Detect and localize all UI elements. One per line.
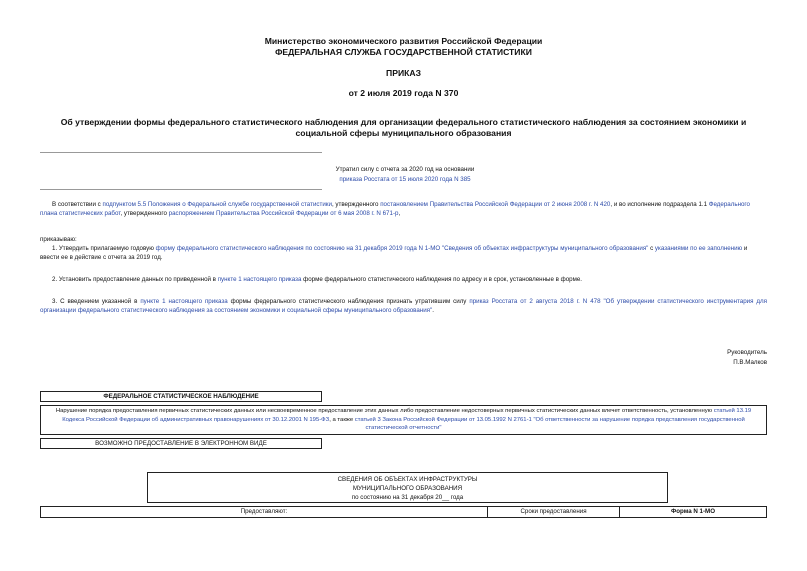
terms-cell xyxy=(487,506,620,518)
link-order-671r[interactable]: распоряжением Правительства Российской Федерации от 6 мая 2008 г. N 671-р xyxy=(168,210,399,217)
note-bottom-rule xyxy=(40,189,322,190)
warning-box xyxy=(40,405,767,435)
doc-type: ПРИКАЗ xyxy=(386,68,421,78)
note-top-rule xyxy=(40,152,322,153)
form-number-cell xyxy=(619,506,767,518)
item-2: 2. Установить предоставление данных по приведенной в пункте 1 настоящего приказа форме федерального статистического наблюдения по адресу и в срок, установленные в форме. xyxy=(52,276,583,283)
terms-label: Сроки предоставления xyxy=(520,508,587,515)
service-name: ФЕДЕРАЛЬНАЯ СЛУЖБА ГОСУДАРСТВЕННОЙ СТАТИСТИКИ xyxy=(275,47,532,57)
form-title-line3: по состоянию на 31 декабря 20__ года xyxy=(351,494,464,501)
link-koap-13-19[interactable]: статьей 13.19 Кодекса Российской Федерации об административных правонарушениях от 30.12.2001 N 195-ФЗ xyxy=(62,408,752,423)
link-form-1mo[interactable]: форму федерального статистического наблюдения по состоянию на 31 декабря 2019 года N 1-МО "Сведения об объектах инфраструктуры муниципального образования" xyxy=(155,245,649,252)
electronic-label: ВОЗМОЖНО ПРЕДОСТАВЛЕНИЕ В ЭЛЕКТРОННОМ ВИДЕ xyxy=(95,440,267,447)
electronic-box xyxy=(40,438,322,449)
warning-text: Нарушение порядка предоставления первичных статистических данных или несвоевременное предоставление этих данных либо предоставление недостоверных первичных статистических данных влечет ответственность, установленную статьей 13.19 Кодекса Российской Федерации об административных правонарушениях от 30.12.2001 N 195-ФЗ, а также статьей 3 Закона Российской Федерации от 13.05.1992 N 2761-1 "Об ответственности за нарушение порядка представления государственной статистической отчетности" xyxy=(55,408,752,431)
doc-title: Об утверждении формы федерального статистического наблюдения для организации федерального статистического наблюдения за состоянием экономики и социальной сферы муниципального образования xyxy=(60,117,747,138)
link-order-478[interactable]: приказ Росстата от 2 августа 2018 г. N 478 "Об утверждении статистического инструментария для организации федерального статистического наблюдения за состоянием экономики и социальной сферы муниципального образования" xyxy=(40,298,767,314)
fsn-label-box xyxy=(40,391,322,402)
note-line: Утратил силу с отчета за 2020 год на основании xyxy=(335,166,475,173)
form-number-label: Форма N 1-МО xyxy=(670,508,716,515)
preamble-paragraph: В соответствии с подпунктом 5.5 Положения о Федеральной службе государственной статистики, утвержденного постановлением Правительства Российской Федерации от 2 июня 2008 г. N 420, и во исполнение подраздела 1.1 Федерального плана статистических работ, утвержденного распоряжением Правительства Российской Федерации от 6 мая 2008 г. N 671-р, xyxy=(40,201,750,217)
link-subclause-5-5[interactable]: подпунктом 5.5 Положения о Федеральной службе государственной статистики xyxy=(102,201,332,208)
signature-name: П.В.Малков xyxy=(733,359,767,366)
signature-role: Руководитель xyxy=(727,349,767,356)
link-federal-plan[interactable]: Федерального плана статистических работ xyxy=(40,201,750,217)
provide-cell xyxy=(40,506,488,518)
form-title-box xyxy=(147,472,668,503)
link-fill-instructions[interactable]: указаниями по ее заполнению xyxy=(654,245,743,252)
link-decree-420[interactable]: постановлением Правительства Российской Федерации от 2 июня 2008 г. N 420 xyxy=(380,201,611,208)
form-title-line1: СВЕДЕНИЯ ОБ ОБЪЕКТАХ ИНФРАСТРУКТУРЫ xyxy=(337,476,478,483)
item-1: 1. Утвердить прилагаемую годовую форму федерального статистического наблюдения по состоянию на 31 декабря 2019 года N 1-МО "Сведения об объектах инфраструктуры муниципального образования" с указаниями по ее заполнению и ввести ее в действие с отчета за 2019 год. xyxy=(40,245,748,261)
doc-date-number: от 2 июля 2019 года N 370 xyxy=(348,88,459,98)
order-word: приказываю: xyxy=(40,236,77,243)
link-law-2761-1[interactable]: статьей 3 Закона Российской Федерации от 13.05.1992 N 2761-1 "Об ответственности за нарушение порядка представления государственной статистической отчетности" xyxy=(354,416,745,431)
note-link[interactable]: приказа Росстата от 15 июля 2020 года N 385 xyxy=(339,176,471,183)
item-3: 3. С введением указанной в пункте 1 настоящего приказа формы федерального статистического наблюдения признать утратившим силу приказ Росстата от 2 августа 2018 г. N 478 "Об утверждении статистического инструментария для организации федерального статистического наблюдения за состоянием экономики и социальной сферы муниципального образования". xyxy=(40,298,767,314)
fsn-label: ФЕДЕРАЛЬНОЕ СТАТИСТИЧЕСКОЕ НАБЛЮДЕНИЕ xyxy=(103,393,259,400)
ministry-name: Министерство экономического развития Российской Федерации xyxy=(264,36,543,46)
form-title-line2: МУНИЦИПАЛЬНОГО ОБРАЗОВАНИЯ xyxy=(352,485,463,492)
link-item-1-b[interactable]: пункте 1 настоящего приказа xyxy=(140,298,228,305)
link-item-1[interactable]: пункте 1 настоящего приказа xyxy=(217,276,302,283)
provide-label: Предоставляют: xyxy=(240,508,288,515)
